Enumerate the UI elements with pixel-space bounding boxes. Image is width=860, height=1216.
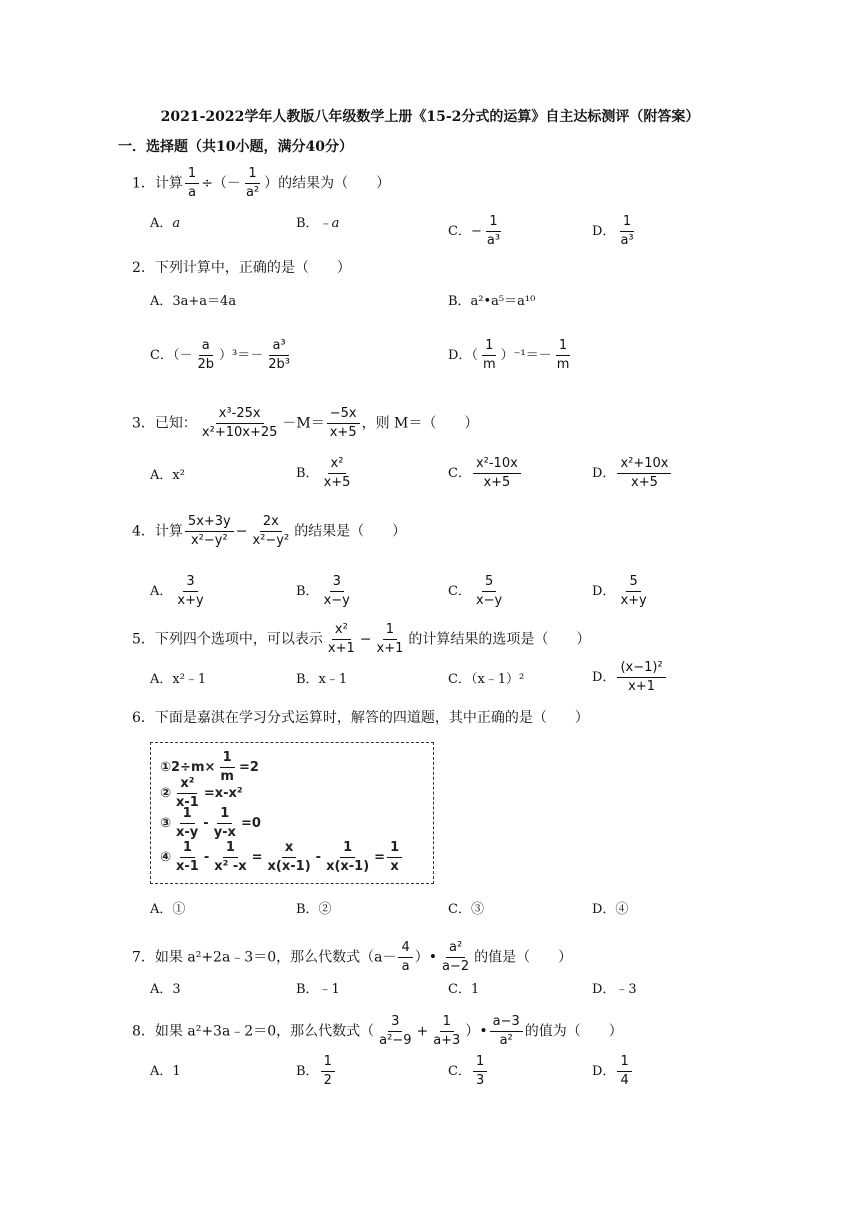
q1-text-mid: ÷（－ — [201, 175, 241, 192]
q8-fraction-1: $\frac{3}{\text{a²−9}}$ — [379, 1014, 412, 1048]
question-4: 4．计算 $\frac{5x+3y}{\text{x²−y²}}$ − $\frac{2x}{\text{x²−y²}}$ 的结果是（ ） — [132, 514, 407, 548]
q7-option-c[interactable]: C．1 — [448, 982, 480, 997]
question-6: 6．下面是嘉淇在学习分式运算时，解答的四道题，其中正确的是（ ） — [132, 710, 589, 726]
q1-option-c[interactable]: C．− $\frac{1}{\text{a³}}$ — [448, 214, 501, 248]
question-7: 7．如果 a²+2a﹣3＝0，那么代数式（a－ $\frac{4}{a}$ ）• $\frac{\text{a²}}{a-2}$ 的值是（ ） — [132, 940, 573, 974]
q1-fraction-1: $\frac{1}{a}$ — [185, 166, 199, 201]
q2-option-c[interactable]: C．（－ $\frac{a}{2b}$ ）³＝－ $\frac{\text{a³}}{\text{2b³}}$ — [150, 338, 290, 372]
q1-option-b[interactable]: B．﹣a — [296, 216, 340, 231]
q8-option-a[interactable]: A．1 — [150, 1064, 181, 1079]
q1-fraction-2: $\frac{1}{\text{a²}}$ — [245, 166, 260, 200]
q8-option-b[interactable]: B． $\frac{1}{2}$ — [296, 1054, 337, 1089]
q3-fraction-2: $\frac{-5x}{x+5}$ — [327, 406, 360, 441]
question-8: 8．如果 a²+3a﹣2＝0，那么代数式（ $\frac{3}{\text{a²−9}}$ + $\frac{1}{a+3}$ ）• $\frac{a-3}{\text{a²}}$ 的值为（ ） — [132, 1014, 623, 1048]
q7-option-d[interactable]: D．﹣3 — [592, 982, 637, 997]
q2-option-a[interactable]: A．3a+a＝4a — [150, 294, 237, 309]
q2-option-b[interactable]: B．a²•a⁵＝a¹⁰ — [448, 294, 536, 309]
q5-fraction-2: $\frac{1}{x+1}$ — [376, 622, 404, 656]
question-3: 3．已知： $\frac{\text{x³-25x}}{\text{x²+10x+25}}$ －M＝ $\frac{-5x}{x+5}$ ，则 M＝（ ） — [132, 406, 479, 440]
q8-fraction-3: $\frac{a-3}{\text{a²}}$ — [490, 1014, 523, 1049]
q6-option-c[interactable]: C．③ — [448, 902, 484, 917]
question-5: 5．下列四个选项中，可以表示 $\frac{\text{x²}}{x+1}$ − $\frac{1}{x+1}$ 的计算结果的选项是（ ） — [132, 622, 591, 656]
q2-option-d[interactable]: D．（ $\frac{1}{m}$ ）⁻¹＝－ $\frac{1}{m}$ — [448, 338, 570, 372]
q4-fraction-1: $\frac{5x+3y}{\text{x²−y²}}$ — [185, 514, 234, 549]
q6-option-d[interactable]: D．④ — [592, 902, 629, 917]
q8-fraction-2: $\frac{1}{a+3}$ — [433, 1014, 461, 1048]
q8-option-c[interactable]: C． $\frac{1}{3}$ — [448, 1054, 489, 1089]
box-line-2: ② $\frac{\text{x²}}{x-1}$ =x-x² — [160, 776, 243, 810]
q6-option-b[interactable]: B．② — [296, 902, 332, 917]
question-2: 2．下列计算中，正确的是（ ） — [132, 260, 351, 276]
q5-option-a[interactable]: A．x²﹣1 — [150, 672, 207, 687]
q1-option-d[interactable]: D． $\frac{1}{\text{a³}}$ — [592, 214, 634, 248]
q3-fraction-1: $\frac{\text{x³-25x}}{\text{x²+10x+25}}$ — [201, 406, 278, 440]
document-title: 2021-2022学年人教版八年级数学上册《15-2分式的运算》自主达标测评（附答案） — [160, 109, 700, 125]
q1-text-pre: 1．计算 — [132, 175, 183, 192]
q6-option-a[interactable]: A．① — [150, 902, 186, 917]
section-heading: 一．选择题（共10小题，满分40分） — [118, 139, 353, 155]
q3-option-a[interactable]: A．x² — [150, 468, 185, 483]
q1-option-a[interactable]: A．a — [150, 216, 181, 231]
q3-option-b[interactable]: B． $\frac{\text{x²}}{x+5}$ — [296, 456, 351, 490]
box-line-4: ④ $\frac{1}{x-1}$ - $\frac{1}{\text{x² -x}}$ = $\frac{x}{x(x-1)}$ - $\frac{1}{x(x-1)}$ = $\frac{1}{x}$ — [160, 840, 404, 875]
q5-option-b[interactable]: B．x﹣1 — [296, 672, 348, 687]
box-line-1: ①2÷m× $\frac{1}{m}$ =2 — [160, 750, 259, 784]
q4-option-d[interactable]: D． $\frac{5}{x+y}$ — [592, 574, 647, 608]
q7-fraction-1: $\frac{4}{a}$ — [398, 940, 412, 975]
q5-option-d[interactable]: D． $\frac{\text{(x−1)²}}{x+1}$ — [592, 660, 668, 695]
q7-fraction-2: $\frac{\text{a²}}{a-2}$ — [442, 940, 470, 974]
box-line-3: ③ $\frac{1}{x-y}$ - $\frac{1}{y-x}$ =0 — [160, 806, 261, 840]
q4-option-c[interactable]: C． $\frac{5}{x-y}$ — [448, 574, 503, 608]
q3-option-d[interactable]: D． $\frac{\text{x²+10x}}{x+5}$ — [592, 456, 673, 491]
question-1 — [132, 166, 390, 201]
q4-option-b[interactable]: B． $\frac{3}{x-y}$ — [296, 574, 350, 608]
q7-option-b[interactable]: B．﹣1 — [296, 982, 340, 997]
q8-option-d[interactable]: D． $\frac{1}{4}$ — [592, 1054, 634, 1089]
q5-option-c[interactable]: C．（x﹣1）² — [448, 672, 525, 687]
q4-option-a[interactable]: A． $\frac{3}{x+y}$ — [150, 574, 204, 608]
q5-fraction-1: $\frac{\text{x²}}{x+1}$ — [327, 622, 355, 656]
q3-option-c[interactable]: C． $\frac{\text{x²-10x}}{x+5}$ — [448, 456, 523, 491]
q1-text-post: ）的结果为（ ） — [264, 175, 391, 192]
q7-option-a[interactable]: A．3 — [150, 982, 181, 997]
q4-fraction-2: $\frac{2x}{\text{x²−y²}}$ — [252, 514, 290, 548]
